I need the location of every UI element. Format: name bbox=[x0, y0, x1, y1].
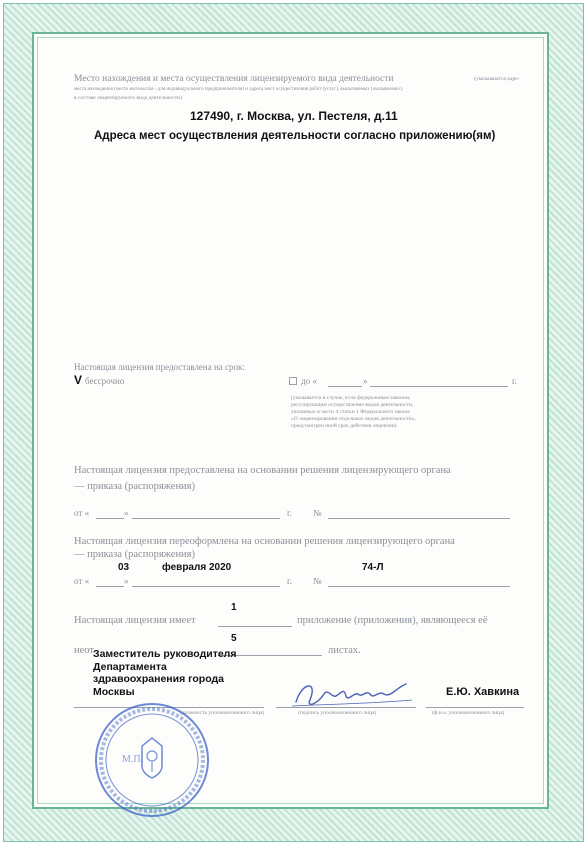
basis-from-mid: » bbox=[124, 508, 129, 518]
reissue-text-1: Настоящая лицензия переоформлена на основании решения лицензирующего органа bbox=[74, 536, 455, 547]
appendix-sheets-suffix: листах. bbox=[328, 645, 361, 656]
signature-line bbox=[276, 707, 416, 708]
reissue-date-line bbox=[132, 586, 280, 587]
signatory-position-line-1: Заместитель руководителя bbox=[93, 648, 237, 660]
basis-number-line bbox=[328, 518, 510, 519]
appendix-count: 1 bbox=[231, 602, 237, 613]
license-address: 127490, г. Москва, ул. Пестеля, д.11 bbox=[190, 109, 398, 123]
term-until-prefix: до « bbox=[301, 376, 317, 386]
term-until-mid: » bbox=[363, 376, 368, 386]
term-label: Настоящая лицензия предоставлена на срок: bbox=[74, 362, 245, 372]
reissue-number-line bbox=[328, 586, 510, 587]
location-note-3: в составе лицензируемого вида деятельности) bbox=[74, 95, 182, 101]
term-day-line bbox=[328, 386, 362, 387]
term-note-4: «О лицензировании отдельных видов деятельности», bbox=[291, 416, 416, 422]
check-mark: V bbox=[74, 373, 83, 387]
appendix-text-1: Настоящая лицензия имеет bbox=[74, 615, 196, 626]
appendix-sheets: 5 bbox=[231, 633, 237, 644]
reissue-number-label: № bbox=[313, 576, 322, 586]
signature-caption: (подпись уполномоченного лица) bbox=[298, 710, 377, 716]
reissue-from-label: от « bbox=[74, 576, 90, 586]
term-indefinite-label: бессрочно bbox=[85, 376, 125, 386]
basis-date-line bbox=[132, 518, 280, 519]
signature-image bbox=[288, 674, 418, 714]
term-note-1: (указывается в случае, если федеральным законом, bbox=[291, 395, 411, 401]
signatory-position-line-3: здравоохранения города bbox=[93, 673, 224, 685]
appendix-text-3-start: неот bbox=[74, 645, 94, 656]
signatory-position-line-4: Москвы bbox=[93, 685, 135, 698]
basis-year-suffix: г. bbox=[287, 508, 292, 518]
location-note-1: (указываются адре- bbox=[474, 76, 520, 82]
term-until-checkbox bbox=[289, 377, 297, 385]
stamp-center-text: М.П. bbox=[122, 754, 144, 765]
signatory-name: Е.Ю. Хавкина bbox=[446, 686, 520, 698]
basis-from-label: от « bbox=[74, 508, 90, 518]
reissue-day-line bbox=[96, 586, 124, 587]
basis-text-1: Настоящая лицензия предоставлена на основании решения лицензирующего органа bbox=[74, 465, 451, 476]
name-caption: (ф.и.о. уполномоченного лица) bbox=[432, 710, 505, 716]
basis-day-line bbox=[96, 518, 124, 519]
reissue-from-mid: » bbox=[124, 576, 129, 586]
appendix-text-2: приложение (приложения), являющееся её bbox=[297, 615, 488, 626]
location-title: Место нахождения и места осуществления лицензируемого вида деятельности bbox=[74, 74, 394, 84]
term-note-2: регулирующим осуществление видов деятельности, bbox=[291, 402, 414, 408]
addresses-appendix-note: Адреса мест осуществления деятельности согласно приложению(ям) bbox=[94, 130, 496, 142]
term-note-3: указанных в части 4 статьи 1 Федерального закона bbox=[291, 409, 410, 415]
reissue-number: 74-Л bbox=[362, 562, 384, 573]
signatory-position bbox=[93, 648, 236, 698]
basis-number-label: № bbox=[313, 508, 322, 518]
term-date-line bbox=[370, 386, 508, 387]
term-year-suffix: г. bbox=[512, 376, 517, 386]
appendix-count-line bbox=[218, 626, 292, 627]
reissue-day: 03 bbox=[118, 562, 130, 573]
reissue-month-year: февраля 2020 bbox=[162, 562, 232, 573]
reissue-text-2: — приказа (распоряжения) bbox=[74, 549, 196, 560]
term-note-5: предусмотрен иной срок действия лицензии) bbox=[291, 423, 397, 429]
official-stamp bbox=[92, 700, 212, 820]
basis-text-2: — приказа (распоряжения) bbox=[74, 481, 196, 492]
signatory-position-line-2: Департамента bbox=[93, 660, 167, 673]
position-caption: (должность уполномоченного лица) bbox=[180, 710, 265, 716]
location-note-2: места нахождения (место жительства - для индивидуального предпринимателя) и адреса мест осуществления работ (услуг), выполняемых (оказываемых) bbox=[74, 87, 403, 92]
name-line bbox=[426, 707, 524, 708]
reissue-year-suffix: г. bbox=[287, 576, 292, 586]
